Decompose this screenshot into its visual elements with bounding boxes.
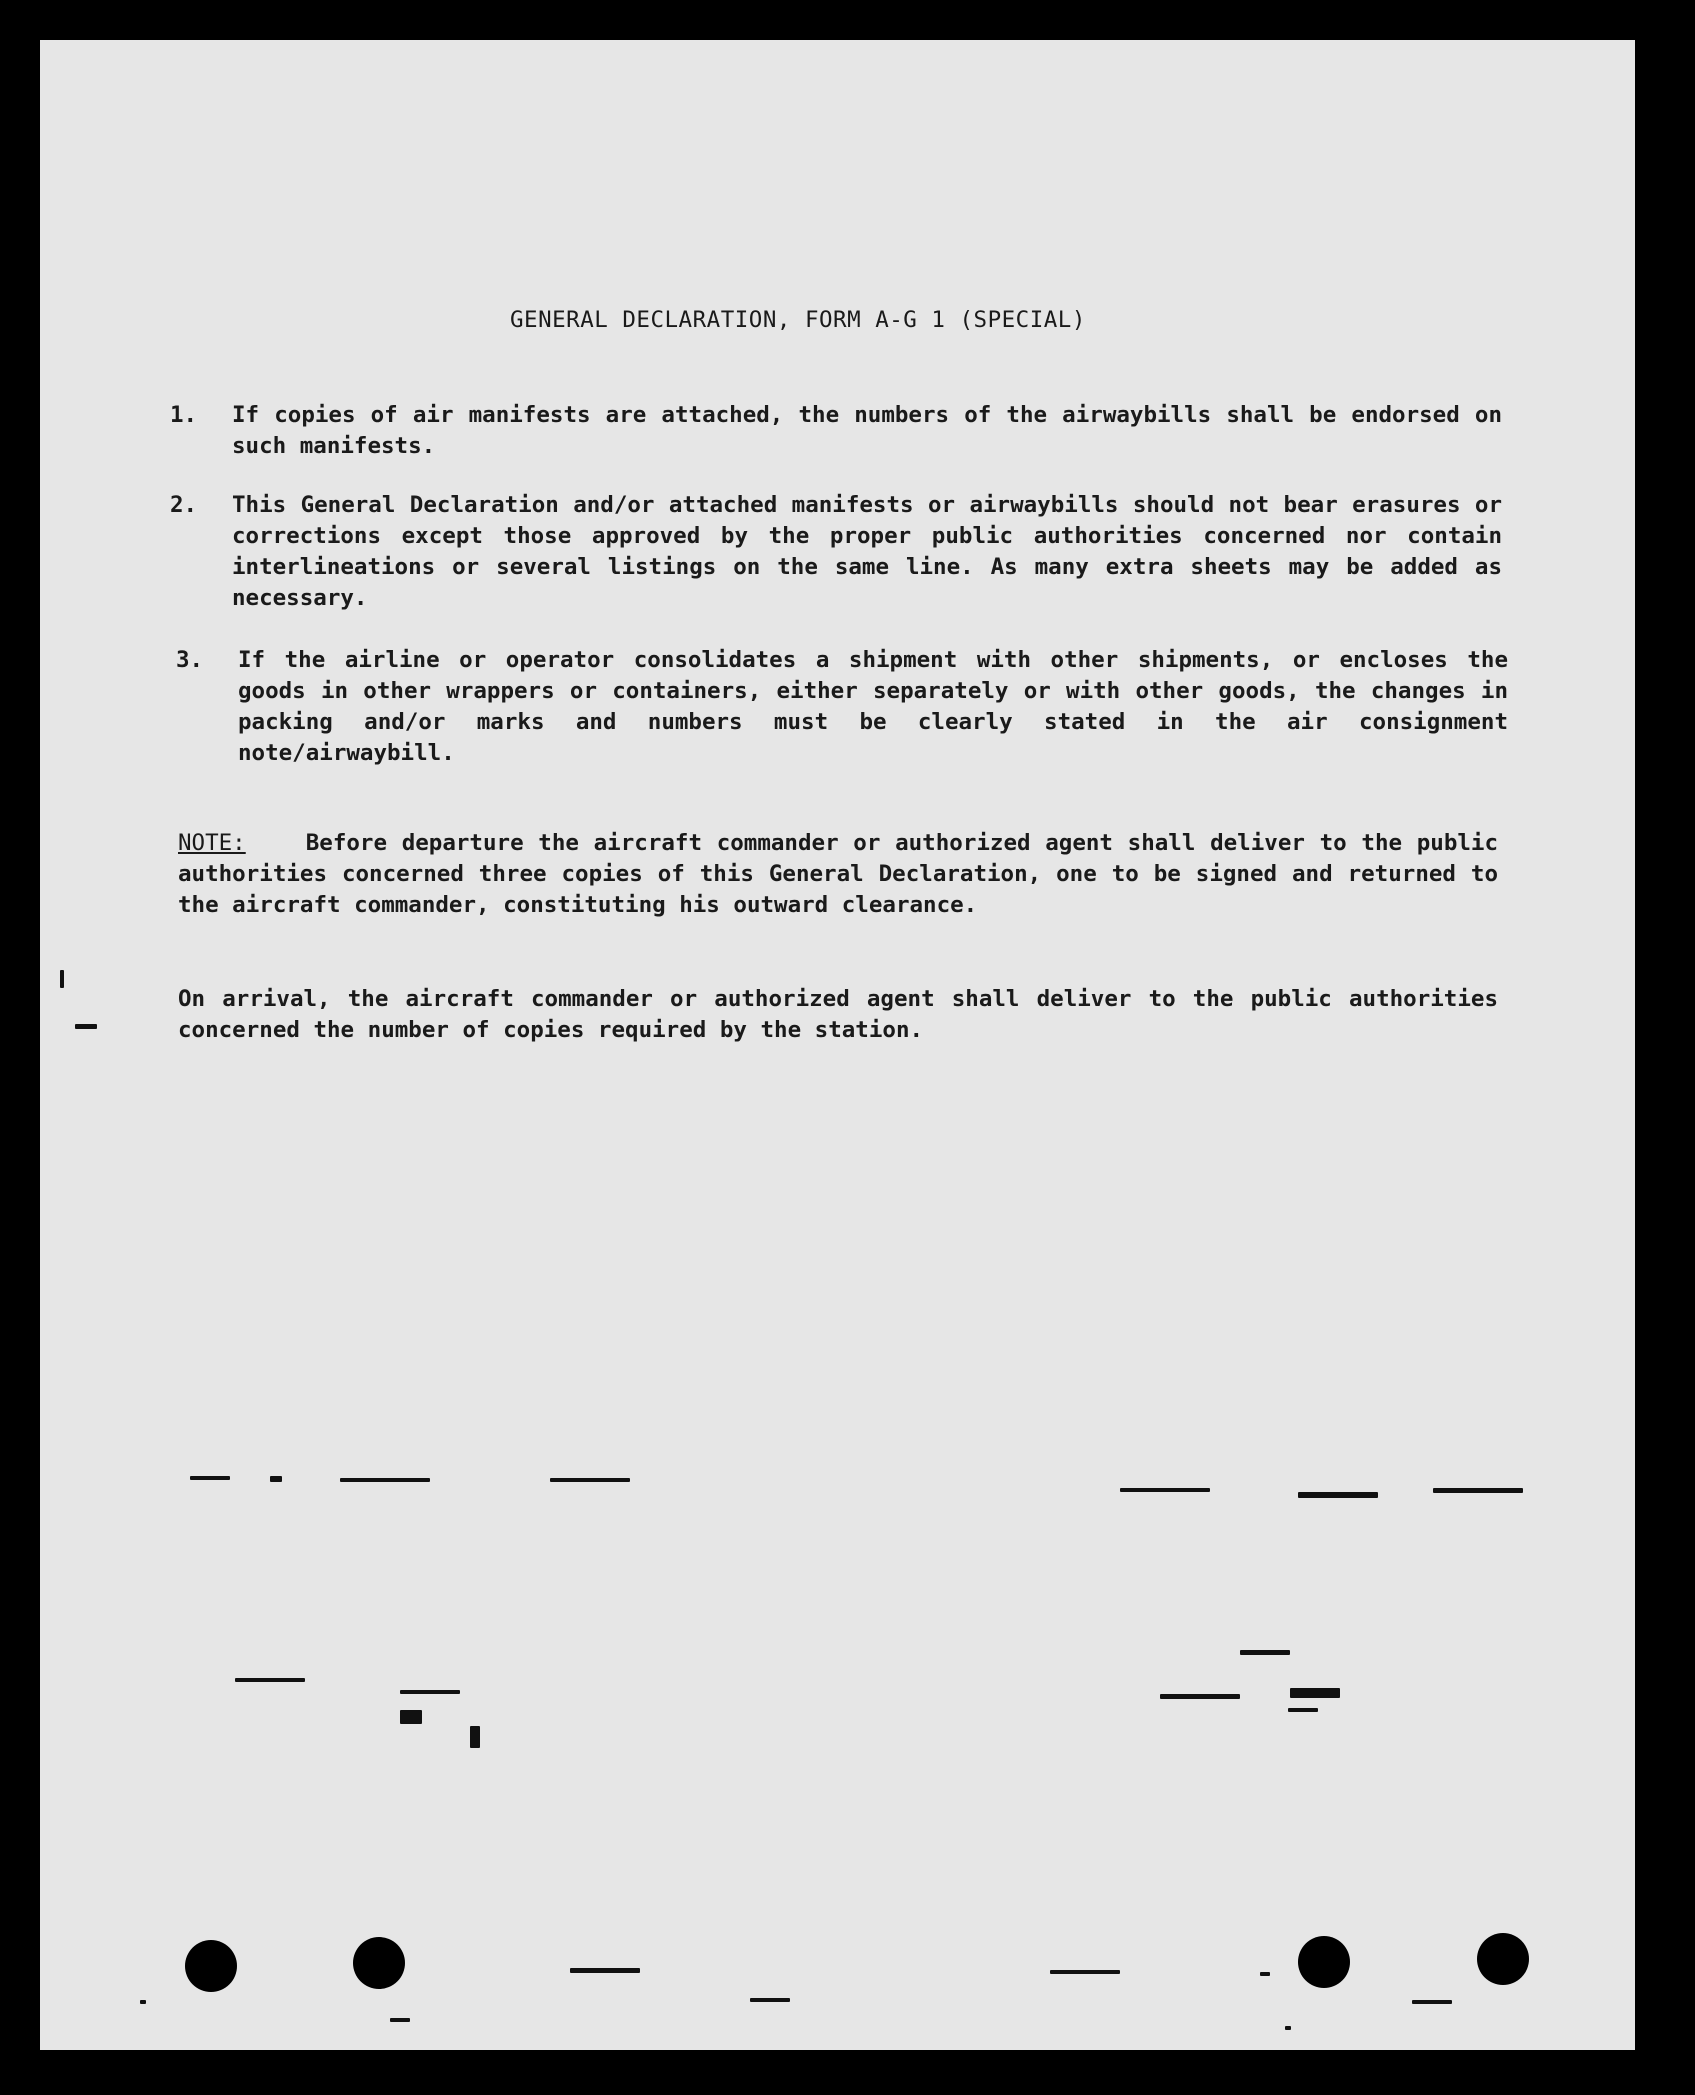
scan-speck (1288, 1708, 1318, 1712)
scan-speck (1160, 1694, 1240, 1699)
scan-speck (1412, 2000, 1452, 2004)
scan-speck (1285, 2026, 1291, 2030)
scan-speck (270, 1476, 282, 1482)
scan-speck (60, 970, 64, 988)
scan-speck (400, 1690, 460, 1694)
scan-speck (1433, 1488, 1523, 1493)
scan-speck (470, 1726, 480, 1748)
scan-speck (190, 1476, 230, 1480)
scan-speck (750, 1998, 790, 2002)
item-number: 2. (170, 492, 198, 518)
scan-speck (140, 2000, 146, 2004)
scan-speck (1260, 1972, 1270, 1976)
scan-speck (570, 1968, 640, 1973)
punch-hole (1298, 1936, 1350, 1988)
punch-hole (1477, 1933, 1529, 1985)
scan-speck (1120, 1488, 1210, 1492)
punch-hole (353, 1937, 405, 1989)
document-title: GENERAL DECLARATION, FORM A-G 1 (SPECIAL) (510, 307, 1086, 333)
item-number: 1. (170, 402, 198, 428)
item-number: 3. (176, 647, 204, 673)
punch-hole (185, 1940, 237, 1992)
scan-speck (400, 1710, 422, 1724)
item-text: If the airline or operator consolidates a shipment with other shipments, or encloses the goods in other wrappers or containers, either separately or with other goods, the changes in packing and/or marks and numbers must be clearly stated in the air consignment note/airwaybill. (238, 647, 1508, 766)
document-page (40, 40, 1635, 2050)
scan-speck (1298, 1492, 1378, 1498)
scan-speck (340, 1478, 430, 1482)
note-label: NOTE: (178, 830, 246, 856)
scan-speck (1050, 1970, 1120, 1974)
scan-speck (75, 1024, 97, 1029)
scan-speck (390, 2018, 410, 2022)
scan-speck (1240, 1650, 1290, 1655)
scan-speck (550, 1478, 630, 1482)
arrival-paragraph: On arrival, the aircraft commander or authorized agent shall deliver to the public authorities concerned the number of copies required by the station. (178, 986, 1498, 1043)
scan-speck (235, 1678, 305, 1682)
note-text: Before departure the aircraft commander or authorized agent shall deliver to the public authorities concerned three copies of this General Declaration, one to be signed and returned to the aircraft commander, constituting his outward clearance. (178, 830, 1498, 918)
item-text: If copies of air manifests are attached, the numbers of the airwaybills shall be endorsed on such manifests. (232, 402, 1502, 459)
item-text: This General Declaration and/or attached manifests or airwaybills should not bear erasures or corrections except those approved by the proper public authorities concerned nor contain interlineations or several listings on the same line. As many extra sheets may be added as necessary. (232, 492, 1502, 611)
note-paragraph (178, 828, 1498, 921)
scan-speck (1290, 1688, 1340, 1698)
